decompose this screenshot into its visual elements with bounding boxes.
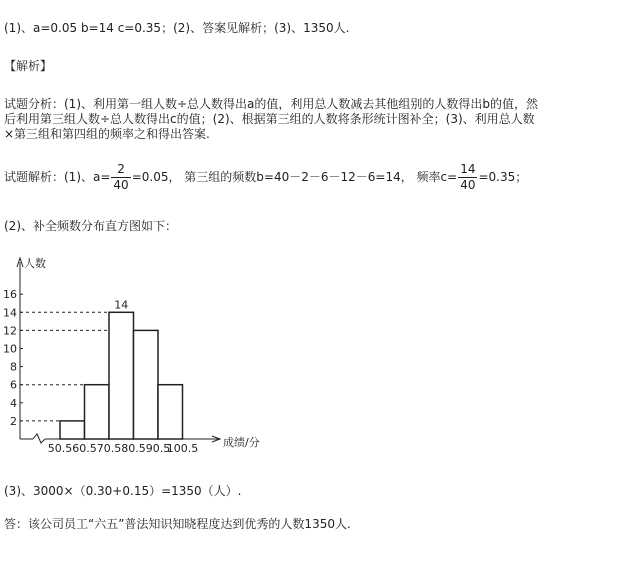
x-tick-label: 80.5 bbox=[121, 442, 146, 455]
fraction-a bbox=[111, 162, 130, 193]
histogram-bar bbox=[134, 330, 159, 439]
y-tick-label: 14 bbox=[3, 306, 17, 320]
solution-middle: =0.05， 第三组的频数b=40－2－6－12－6=14， 频率c= bbox=[131, 170, 458, 184]
x-axis-label: 成绩/分 bbox=[223, 436, 260, 449]
y-tick-label: 8 bbox=[10, 360, 17, 374]
analysis-line-1: 试题分析：(1)、利用第一组人数÷总人数得出a的值，利用总人数减去其他组别的人数得出b的值，然 bbox=[4, 97, 539, 111]
x-axis-break bbox=[33, 434, 45, 443]
bar-value-label: 14 bbox=[114, 298, 129, 312]
final-answer: 答：该公司员工“六五”普法知识知晓程度达到优秀的人数1350人. bbox=[4, 517, 351, 531]
solution-line bbox=[4, 162, 527, 193]
y-tick-label: 4 bbox=[10, 396, 17, 410]
y-tick-label: 6 bbox=[10, 378, 17, 392]
histogram-bar bbox=[85, 385, 110, 439]
answer-summary: (1)、a=0.05 b=14 c=0.35；(2)、答案见解析；(3)、1350人. bbox=[4, 21, 350, 35]
solution-suffix: =0.35； bbox=[478, 170, 528, 184]
x-tick-label: 60.5 bbox=[72, 442, 97, 455]
x-tick-label: 90.5 bbox=[145, 442, 171, 455]
histogram-bar bbox=[60, 421, 85, 439]
y-tick-label: 2 bbox=[10, 414, 17, 428]
frequency-histogram bbox=[0, 248, 280, 458]
x-tick-label: 50.5 bbox=[47, 442, 73, 455]
histogram-bar bbox=[109, 312, 134, 439]
histogram-bar bbox=[158, 385, 183, 439]
fraction-a-denominator: 40 bbox=[113, 178, 129, 192]
x-tick-label: 70.5 bbox=[96, 442, 122, 455]
y-tick-label: 10 bbox=[3, 342, 17, 356]
fraction-a-numerator: 2 bbox=[111, 162, 130, 178]
y-tick-label: 16 bbox=[3, 288, 17, 302]
y-axis-label: 人数 bbox=[24, 257, 46, 270]
fraction-c bbox=[458, 162, 477, 193]
fraction-c-numerator: 14 bbox=[460, 162, 476, 176]
analysis-line-2: 后利用第三组人数÷总人数得出c的值；(2)、根据第三组的人数将条形统计图补全；(3)、利用总人数 bbox=[4, 112, 535, 126]
section-title: 【解析】 bbox=[4, 59, 53, 73]
x-tick-label: 100.5 bbox=[166, 442, 199, 455]
solution-prefix: 试题解析：(1)、a= bbox=[4, 170, 111, 184]
fraction-c-denominator: 40 bbox=[460, 178, 476, 192]
part3-text: (3)、3000×（0.30+0.15）=1350（人）. bbox=[4, 484, 242, 498]
part2-text: (2)、补全频数分布直方图如下： bbox=[4, 219, 177, 233]
analysis-line-3: ×第三组和第四组的频率之和得出答案. bbox=[4, 127, 210, 141]
y-tick-label: 12 bbox=[3, 324, 17, 338]
